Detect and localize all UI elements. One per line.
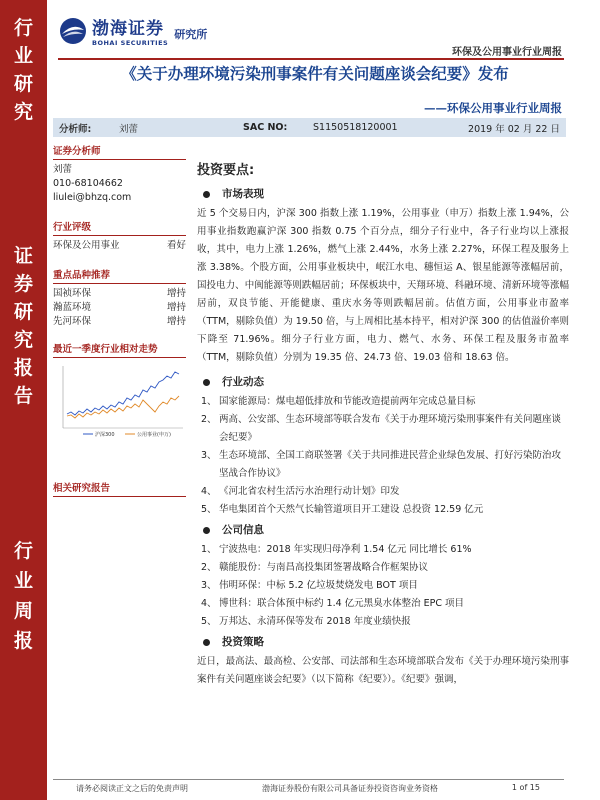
- logo-chinese-name: 渤海证券: [92, 19, 164, 39]
- industry-news-list: [197, 393, 569, 519]
- rating-value: 看好: [166, 240, 186, 251]
- band3-char: 业: [13, 570, 33, 592]
- list-item-number: 3、: [201, 450, 217, 461]
- stock-rating: 增持: [166, 288, 186, 299]
- band2-char: 券: [13, 273, 33, 295]
- list-item: [197, 613, 569, 631]
- band2-char: 研: [13, 301, 33, 323]
- list-item: [197, 559, 569, 577]
- band1-char: 究: [13, 101, 33, 123]
- related-reports-head: 相关研究报告: [53, 480, 186, 497]
- side-analyst-name: 刘蕾: [53, 164, 73, 175]
- stocks-section-head: 重点品种推荐: [53, 267, 186, 284]
- bullet-icon: [203, 379, 210, 386]
- stock-rating: 增持: [166, 302, 186, 313]
- main-column: [197, 161, 569, 689]
- list-item-text: 伟明环保：中标 5.2 亿垃圾焚烧发电 BOT 项目: [219, 580, 418, 591]
- page-number: 1 of 15: [511, 783, 540, 792]
- investment-strategy-body: 近日，最高法、最高检、公安部、司法部和生态环境部联合发布《关于办理环境污染刑事案件有关问题座谈会纪要》（以下简称《纪要》）。《纪要》强调，: [197, 656, 569, 685]
- band3-char: 报: [13, 630, 33, 652]
- list-item: [197, 393, 569, 411]
- list-item: [197, 541, 569, 559]
- band1-char: 研: [13, 73, 33, 95]
- stock-row: [53, 301, 186, 315]
- trend-chart-svg: [53, 362, 186, 440]
- footer-company: 渤海证券股份有限公司具备证券投资咨询业务资格: [262, 784, 438, 793]
- legend-label-utilities: 公用事业(申万): [137, 432, 171, 438]
- section-company-info: [197, 519, 569, 541]
- institute-label: 研究所: [174, 27, 208, 41]
- section-title: 投资策略: [222, 636, 264, 648]
- band2-char: 告: [13, 385, 33, 407]
- document-title: 《关于办理环境污染刑事案件有关问题座谈会纪要》发布: [121, 64, 509, 83]
- band2-char: 究: [13, 329, 33, 351]
- vertical-label-industry-weekly: [0, 536, 47, 656]
- analyst-phone: 010-68104662: [53, 178, 123, 189]
- list-item: [197, 595, 569, 613]
- chart-section-head: 最近一季度行业相对走势: [53, 341, 186, 358]
- list-item-text: 国家能源局：煤电超低排放和节能改造提前两年完成总量目标: [219, 396, 476, 407]
- analyst-label: 分析师:: [59, 123, 92, 135]
- list-item-number: 3、: [201, 580, 217, 591]
- side-column: [53, 143, 186, 500]
- band2-char: 报: [13, 357, 33, 379]
- footer-divider: [53, 779, 564, 780]
- list-item-number: 4、: [201, 486, 217, 497]
- band3-char: 周: [13, 600, 33, 622]
- vertical-label-industry-research: [0, 14, 47, 126]
- list-item: [197, 447, 569, 483]
- band1-char: 业: [13, 45, 33, 67]
- vertical-label-securities-report: [0, 242, 47, 410]
- company-logo: [58, 14, 207, 47]
- section-investment-strategy: [197, 631, 569, 653]
- stock-name: 国祯环保: [53, 288, 92, 299]
- list-item-number: 2、: [201, 562, 217, 573]
- rating-row: [53, 239, 186, 253]
- rating-sector: 环保及公用事业: [53, 240, 120, 251]
- bullet-icon: [203, 191, 210, 198]
- bullet-icon: [203, 639, 210, 646]
- stock-row: [53, 315, 186, 329]
- sac-number: S1150518120001: [313, 122, 398, 133]
- analyst-info-bar: [53, 118, 566, 137]
- rating-section-head: 行业评级: [53, 219, 186, 236]
- key-points-title: 投资要点:: [197, 163, 255, 178]
- series-line-utilities: [67, 396, 179, 418]
- bullet-icon: [203, 527, 210, 534]
- sac-label: SAC NO:: [243, 122, 288, 133]
- report-date: 2019 年 02 月 22 日: [468, 123, 560, 135]
- list-item-text: 宁波热电：2018 年实现归母净利 1.54 亿元 同比增长 61%: [219, 544, 472, 555]
- list-item: [197, 483, 569, 501]
- analyst-section-head: 证券分析师: [53, 143, 186, 160]
- analyst-email[interactable]: liulei@bhzq.com: [53, 192, 132, 203]
- band1-char: 行: [13, 17, 33, 39]
- list-item-number: 4、: [201, 598, 217, 609]
- list-item-number: 1、: [201, 396, 217, 407]
- list-item: [197, 577, 569, 595]
- list-item-text: 博世科：联合体预中标约 1.4 亿元黑臭水体整治 EPC 项目: [219, 598, 465, 609]
- list-item-number: 5、: [201, 504, 217, 515]
- stock-rating: 增持: [166, 316, 186, 327]
- logo-english-name: BOHAI SECURITIES: [92, 39, 169, 47]
- company-info-list: [197, 541, 569, 631]
- relative-trend-chart: [53, 362, 186, 440]
- band2-char: 证: [13, 245, 33, 267]
- list-item: [197, 501, 569, 519]
- series-line-hs300: [67, 372, 179, 415]
- band3-char: 行: [13, 540, 33, 562]
- report-category: 环保及公用事业行业周报: [452, 47, 562, 58]
- section-title: 行业动态: [222, 376, 264, 388]
- stock-name: 先河环保: [53, 316, 92, 327]
- header-divider: [58, 58, 564, 60]
- footer-disclaimer: 请务必阅读正文之后的免责声明: [76, 784, 188, 793]
- section-title: 市场表现: [222, 188, 264, 200]
- section-title: 公司信息: [222, 524, 264, 536]
- list-item-text: 万邦达、永清环保等发布 2018 年度业绩快报: [219, 616, 411, 627]
- stock-row: [53, 287, 186, 301]
- market-performance-body: 近 5 个交易日内，沪深 300 指数上涨 1.19%，公用事业（申万）指数上涨 1.94%，公用事业指数跑赢沪深 300 指数 0.75 个百分点，细分子行业中，各子行业均以上涨报收，其中，电力上涨 1.26%，燃气上涨 2.44%，水务上涨 2.27%，环保工程及服务上涨 3.38%。个股方面，公用事业板块中，岷江水电、穗恒运 A、银星能源等涨幅居前，国投电力、中闽能源等则跌幅居前；环保板块中，天翔环境、科融环境、清新环境等涨幅居前，双良节能、开能健康、重庆水务等则跌幅居前。估值方面，公用事业市盈率（TTM，剔除负值）为 19.50 倍，与上周相比基本持平，相对沪深 300 的估值溢价率则下降至 71.96%。细分子行业方面，电力、燃气、水务、环保工程及服务市盈率（TTM，剔除负值）分别为 19.35 倍、24.73 倍、19.03 倍和 18.63 倍。: [197, 208, 569, 363]
- list-item-number: 1、: [201, 544, 217, 555]
- document-subtitle: ——环保公用事业行业周报: [424, 101, 562, 115]
- legend-label-hs300: 沪深300: [95, 432, 115, 438]
- list-item-text: 两高、公安部、生态环境部等联合发布《关于办理环境污染刑事案件有关问题座谈会纪要》: [219, 414, 562, 443]
- list-item-text: 赣能股份：与南昌高投集团签署战略合作框架协议: [219, 562, 429, 573]
- list-item-text: 华电集团首个天然气长输管道项目开工建设 总投资 12.59 亿元: [219, 504, 484, 515]
- stock-name: 瀚蓝环境: [53, 302, 92, 313]
- list-item-number: 2、: [201, 414, 217, 425]
- list-item-text: 生态环境部、全国工商联签署《关于共同推进民营企业绿色发展、打好污染防治攻坚战合作协议》: [219, 450, 562, 479]
- bohai-logo-icon: [58, 16, 88, 46]
- list-item-text: 《河北省农村生活污水治理行动计划》印发: [219, 486, 400, 497]
- list-item-number: 5、: [201, 616, 217, 627]
- list-item: [197, 411, 569, 447]
- section-market-performance: [197, 183, 569, 205]
- analyst-name: 刘蕾: [119, 123, 139, 135]
- section-industry-news: [197, 371, 569, 393]
